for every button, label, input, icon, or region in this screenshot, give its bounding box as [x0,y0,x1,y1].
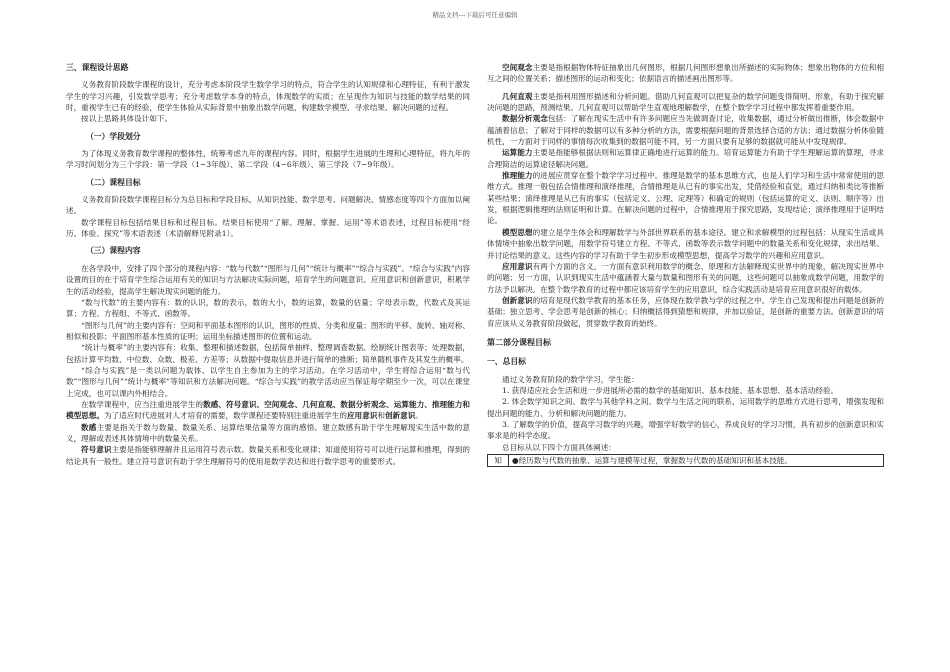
paragraph: 在各学段中，安排了四个部分的课程内容：“数与代数”“图形与几何”“统计与概率”“综合与实践”。“综合与实践”内容设置的目的在于培育学生综合运用有关的知识与方法解决实际问题，培育学生的问题意识、应用意识和创新意识，积累学生的活动经验，提高学生解决现实问题的能力。 [66,263,470,296]
paragraph: “综合与实践”是一类以问题为载体、以学生自主参加为主的学习活动。在学习活动中，学生将综合运用“数与代数”“图形与几何”“统计与概率”等知识和方法解决问题。“综合与实践”的教学活动应当保证每学期至少一次，可以在课堂上完成，也可以课内外相结合。 [66,365,470,398]
paragraph: 总目标从以下四个方面具体阐述： [502,442,616,452]
section-title-overall: 一、总目标 [487,357,526,367]
paragraph: 为了体现义务教育数学课程的整体性，统筹考虑九年的课程内容。同时，根据学生进展的生理和心理特征，将九年的学习时间划分为三个学段：第一学段（1~3年级）、第二学段（4~6年级）、第三学段（7~9年级）。 [66,149,470,170]
section-title-design: 三、课程设计思路 [66,63,129,72]
definition-chuangxin: 创新意识的培育是现代数学教育的基本任务，应体现在数学教与学的过程之中。学生自己发现和提出问题是创新的基础；独立思考、学会思考是创新的核心；归纳概括得到猜想和规律，并加以验证，是创新的重要方法。创新意识的培育应该从义务教育阶段做起，贯穿数学教育的始终。 [487,295,884,328]
definition-shuju: 数据分析观念包括：了解在现实生活中有许多问题应当先做调查讨论，收集数据，通过分析做出推断，体会数据中蕴涵着信息；了解对于同样的数据可以有多种分析的方法，需要根据问题的背景选择合适的方法；通过数据分析体验随机性，一方面对于同样的事情每次收集到的数据可能不同，另一方面只要有足够的数据就可能从中发现规律。 [487,114,884,147]
paragraph: 通过义务教育阶段的数学学习，学生能： [502,374,639,384]
paragraph: “统计与概率”的主要内容有：收集、整理和描述数据，包括简单抽样、整理调查数据、绘制统计图表等；处理数据，包括计算平均数、中位数、众数、极差、方差等；从数据中提取信息并进行简单的推断；简单随机事件及其发生的概率。 [66,343,470,364]
definition-shugan: 数感主要是指关于数与数量、数量关系、运算结果估量等方面的感悟。建立数感有助于学生理解现实生活中数的意义，理解或表述具体情境中的数量关系。 [66,422,470,443]
goal-item: 3. 了解数学的价值，提高学习数学的兴趣，增强学好数学的信心，养成良好的学习习惯，具有初步的创新意识和实事求是的科学态度。 [487,419,884,441]
left-column [66,62,470,662]
definition-fuhao: 符号意识主要是指能够理解并且运用符号表示数、数量关系和变化规律；知道使用符号可以进行运算和推理，得到的结论具有一般性。建立符号意识有助于学生理解符号的使用是数学表达和进行数学思考的重要形式。 [66,445,470,466]
definition-jihe: 几何直观主要是指利用图形描述和分析问题。借助几何直观可以把复杂的数学问题变得简明、形象，有助于探究解决问题的思路，预测结果。几何直观可以帮助学生直观地理解数学，在整个数学学习过程中都发挥着重要作用。 [487,91,884,113]
paragraph: 义务教育阶段数学课程目标分为总目标和学段目标，从知识技能、数学思考、问题解决、情感态度等四个方面加以阐述。 [66,195,470,216]
paragraph: “图形与几何”的主要内容有：空间和平面基本图形的认识，图形的性质、分类和度量；图形的平移、旋转、轴对称、相似和投影；平面图形基本性质的证明；运用坐标描述图形的位置和运动。 [66,320,470,341]
paragraph: 在数学课程中，应当注重进展学生的数感、符号意识、空间观念、几何直观、数据分析观念、运算能力、推理能力和模型思想。为了适应时代进展对人才培育的需要，数学课程还要特别注重进展学生的应用意识和创新意识。 [66,399,470,421]
goal-item: 1. 获得适应社会生活和进一步进展所必需的数学的基础知识、基本技能、基本思想、基本活动经验。 [502,385,839,395]
definition-moxing: 模型思想的建立是学生体会和理解数学与外部世界联系的基本途径。建立和求解模型的过程包括：从现实生活或具体情境中抽象出数学问题，用数学符号建立方程、不等式、函数等表示数学问题中的数量关系和变化规律，求出结果、并讨论结果的意义。这些内容的学习有助于学生初步形成模型思想，提高学习数学的兴趣和应用意识。 [487,227,884,260]
part-title-goals: 第二部分课程目标 [487,337,551,347]
right-column [487,62,884,662]
paragraph: 数学课程目标包括结果目标和过程目标。结果目标使用“了解、理解、掌握、运用”等术语表述，过程目标使用“经历、体验、探究”等术语表述（术语解释见附录1）。 [66,217,470,239]
subsection-title-stages: （一）学段划分 [86,131,141,141]
table-cell-content: ●经历数与代数的抽象、运算与建模等过程，掌握数与代数的基础知识和基本技能。 [509,455,884,467]
paragraph: 按以上思路具体设计如下。 [81,114,173,124]
paragraph: “数与代数”的主要内容有：数的认识，数的表示，数的大小，数的运算，数量的估量；字母表示数，代数式及其运算；方程、方程组、不等式、函数等。 [66,297,470,319]
goals-table [487,454,884,467]
subsection-title-goals: （二）课程目标 [86,177,141,187]
paragraph: 义务教育阶段数学课程的设计，充分考虑本阶段学生数学学习的特点，符合学生的认知规律和心理特征，有利于激发学生的学习兴趣，引发数学思考；充分考虑数学本身的特点，体现数学的实质；在呈现作为知识与技能的数学结果的同时，重视学生已有的经验，使学生体验从实际背景中抽象出数学问题、构建数学模型、寻求结果、解决问题的过程。 [66,80,470,113]
definition-yunsuan: 运算能力主要是指能够根据法则和运算律正确地进行运算的能力。培育运算能力有助于学生理解运算的算理，寻求合理简洁的运算途径解决问题。 [487,148,884,169]
definition-yingyong: 应用意识有两个方面的含义，一方面有意识利用数学的概念、原理和方法解释现实世界中的现象，解决现实世界中的问题；另一方面，认识到现实生活中蕴涵着大量与数量和图形有关的问题，这些问题可以抽象成数学问题，用数学的方法予以解决。在整个数学教育的过程中都应该培育学生的应用意识，综合实践活动是培育应用意识很好的载体。 [487,261,884,294]
page-header: 精品文档---下载后可任意编辑 [432,11,518,19]
subsection-title-content: （三）课程内容 [86,246,141,256]
definition-tuili: 推理能力的进展应贯穿在整个数学学习过程中。推理是数学的基本思维方式，也是人们学习和生活中常常使用的思维方式。推理一般包括合情推理和演绎推理，合情推理是从已有的事实出发，凭借经验和直觉，通过归纳和类比等推断某些结果；演绎推理是从已有的事实（包括定义、公理、定理等）和确定的规则（包括运算的定义、法则、顺序等）出发，根据逻辑推理的法则证明和计算。在解决问题的过程中，合情推理用于探究思路，发现结论；演绎推理用于证明结论。 [487,171,884,226]
definition-kongjian: 空间观念主要是指根据物体特征抽象出几何图形，根据几何图形想象出所描述的实际物体；想象出物体的方位和相互之间的位置关系；描述图形的运动和变化；依据语言的描述画出图形等。 [487,63,884,84]
table-row [488,455,884,467]
table-cell-category: 知 [488,455,509,467]
goal-item: 2. 体会数学知识之间、数学与其他学科之间、数学与生活之间的联系，运用数学的思维方式进行思考，增强发现和提出问题的能力、分析和解决问题的能力。 [487,397,884,418]
